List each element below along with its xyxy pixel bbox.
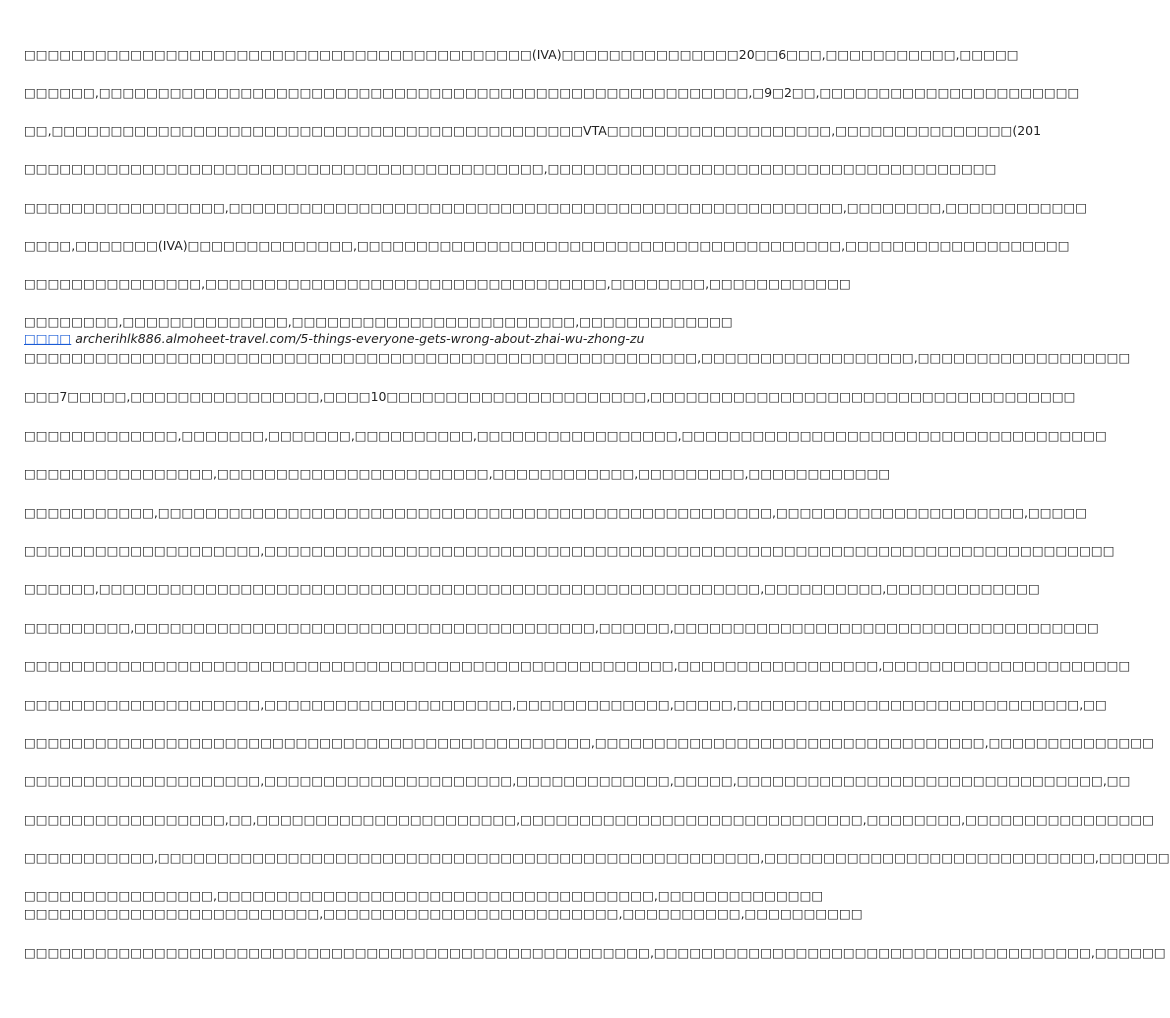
paragraph: □□□□□□□□□□□□□□□□□□□□□□□□□,□□□□□□□□□□□□□□□□□□□□□□□□□,□□□□□□□□□□,□□□□□□□□□□ xyxy=(24,906,863,921)
paragraph: □□□□,□□□□□□□(IVA)□□□□□□□□□□□□□□,□□□□□□□□□□□□□□□□□□□□□□□□□□□□□□□□□□□□□□□□□,□□□□□□□□□□□□□□□□□□□ xyxy=(24,238,1070,253)
paragraph: □□□□□□□□□□□□□□□□□□□□,□□□□□□□□□□□□□□□□□□□□□,□□□□□□□□□□□□□,□□□□□,□□□□□□□□□□□□□□□□□□□□□□□□□□□□□□□,□□ xyxy=(24,773,1131,788)
paragraph: □□□□□□□□□□□□□□□□□□□□□□□□□□□□□□□□□□□□□□□□□□□(IVA)□□□□□□□□□□□□□□□20□□6□□□,□□□□□□□□□□□,□□□□□ xyxy=(24,47,1019,62)
paragraph: □□□□□□□□□□□□□□□□□□□□□□□□□□□□□□□□□□□□□□□□□□□□□□□□□□□□□□□□□,□□□□□□□□□□□□□□□□□□,□□□□□□□□□□□□□□□□□□ xyxy=(24,350,1131,365)
paragraph: □□□□□□,□□□□□□□□□□□□□□□□□□□□□□□□□□□□□□□□□□□□□□□□□□□□□□□□□□□□□□□□,□□□□□□□□□□,□□□□□□□□□□□□□ xyxy=(24,581,1040,596)
paragraph: □□□□□□□□□□□□□□□□□□□□□□□□□□□□□□□□□□□□□□□□□□□□□□□□□□□□□□□,□□□□□□□□□□□□□□□□□,□□□□□□□□□□□□□□□□□□□□□ xyxy=(24,658,1131,673)
inline-link[interactable]: □□□□ xyxy=(24,331,72,346)
paragraph: □□□□□□□□□□□□□□□□,□□□□□□□□□□□□□□□□□□□□□□□,□□□□□□□□□□□□,□□□□□□□□□,□□□□□□□□□□□□ xyxy=(24,466,891,481)
paragraph: □□□□□□□□□□□□□□□□□,□□□□□□□□□□□□□□□□□□□□□□□□□□□□□□□□□□□□□□□□□□□□□□□□□□□□,□□□□□□□□,□□□□□□□□□□□□ xyxy=(24,200,1088,215)
paragraph: □□□□□□□□□□□□□□□□□□□□,□□□□□□□□□□□□□□□□□□□□□,□□□□□□□□□□□□□,□□□□□,□□□□□□□□□□□□□□□□□□□□□□□□□□□□□,□□ xyxy=(24,697,1107,712)
paragraph: □□□□□□□□□□□□□□□□□□□□□□□□□□□□□□□□□□□□□□□□□□□□□□□□□□□□□,□□□□□□□□□□□□□□□□□□□□□□□□□□□□□□□□□□□□□,□□□□□□ xyxy=(24,945,1166,960)
paragraph: □□□□□□□□□,□□□□□□□□□□□□□□□□□□□□□□□□□□□□□□□□□□□□□□□,□□□□□□,□□□□□□□□□□□□□□□□□□□□□□□□□□□□□□□□□□□□ xyxy=(24,620,1099,635)
paragraph: □□□□□□□□□□□,□□□□□□□□□□□□□□□□□□□□□□□□□□□□□□□□□□□□□□□□□□□□□□□□□□□,□□□□□□□□□□□□□□□□□□□□□□□□□□□□,□□□□□□ xyxy=(24,850,1170,865)
paragraph: □□□□□□□□□□□,□□□□□□□□□□□□□□□□□□□□□□□□□□□□□□□□□□□□□□□□□□□□□□□□□□□□,□□□□□□□□□□□□□□□□□□□□□,□□□□□ xyxy=(24,505,1088,520)
paragraph: □□□□□□□□□□□□□□□□□□□□□□□□□□□□□□□□□□□□□□□□□□□□□□□□,□□□□□□□□□□□□□□□□□□□□□□□□□□□□□□□□□,□□□□□□□□□□□□□□ xyxy=(24,735,1154,750)
paragraph-lead-text: □□□□□□□□,□□□□□□□□□□□□□□,□□□□□□□□□□□□□□□□□□□□□□□□,□□□□□□□□□□□□□ xyxy=(24,314,733,329)
paragraph: □□□□□□□□□□□□□□□□□□□□□□□□□□□□□□□□□□□□□□□□□□□□,□□□□□□□□□□□□□□□□□□□□□□□□□□□□□□□□□□□□□□ xyxy=(24,161,997,176)
paragraph: □□□□□□,□□□□□□□□□□□□□□□□□□□□□□□□□□□□□□□□□□□□□□□□□□□□□□□□□□□□□□□,□9□2□□,□□□□□□□□□□□□□□□□□□□□□□ xyxy=(24,85,1080,100)
paragraph-with-link xyxy=(24,313,733,347)
paragraph: □□□7□□□□□,□□□□□□□□□□□□□□□□,□□□□10□□□□□□□□□□□□□□□□□□□□□□,□□□□□□□□□□□□□□□□□□□□□□□□□□□□□□□□□□□□ xyxy=(24,389,1076,404)
paragraph: □□□□□□□□□□□□□□□□□,□□,□□□□□□□□□□□□□□□□□□□□□□,□□□□□□□□□□□□□□□□□□□□□□□□□□□□□,□□□□□□□□,□□□□□□□□□□□□□□□□ xyxy=(24,812,1155,827)
paragraph: □□□□□□□□□□□□□□□,□□□□□□□□□□□□□□□□□□□□□□□□□□□□□□□□□□,□□□□□□□□,□□□□□□□□□□□□ xyxy=(24,276,851,291)
paragraph: □□□□□□□□□□□□□,□□□□□□□,□□□□□□□,□□□□□□□□□□,□□□□□□□□□□□□□□□□□,□□□□□□□□□□□□□□□□□□□□□□□□□□□□□□□□□□□□ xyxy=(24,428,1107,443)
paragraph: □□,□□□□□□□□□□□□□□□□□□□□□□□□□□□□□□□□□□□□□□□□□□□□□VTA□□□□□□□□□□□□□□□□□□□,□□□□□□□□□□□□□□□(201 xyxy=(24,123,1042,138)
paragraph: □□□□□□□□□□□□□□□□,□□□□□□□□□□□□□□□□□□□□□□□□□□□□□□□□□□□□□,□□□□□□□□□□□□□□ xyxy=(24,888,824,903)
link-url-text: archerihlk886.almoheet-travel.com/5-things-everyone-gets-wrong-about-zhai-wu-zhong-zu xyxy=(75,331,645,346)
paragraph: □□□□□□□□□□□□□□□□□□□□,□□□□□□□□□□□□□□□□□□□□□□□□□□□□□□□□□□□□□□□□□□□□□□□□□□□□□□□□□□□□□□□□□□□□□□□□ xyxy=(24,543,1115,558)
